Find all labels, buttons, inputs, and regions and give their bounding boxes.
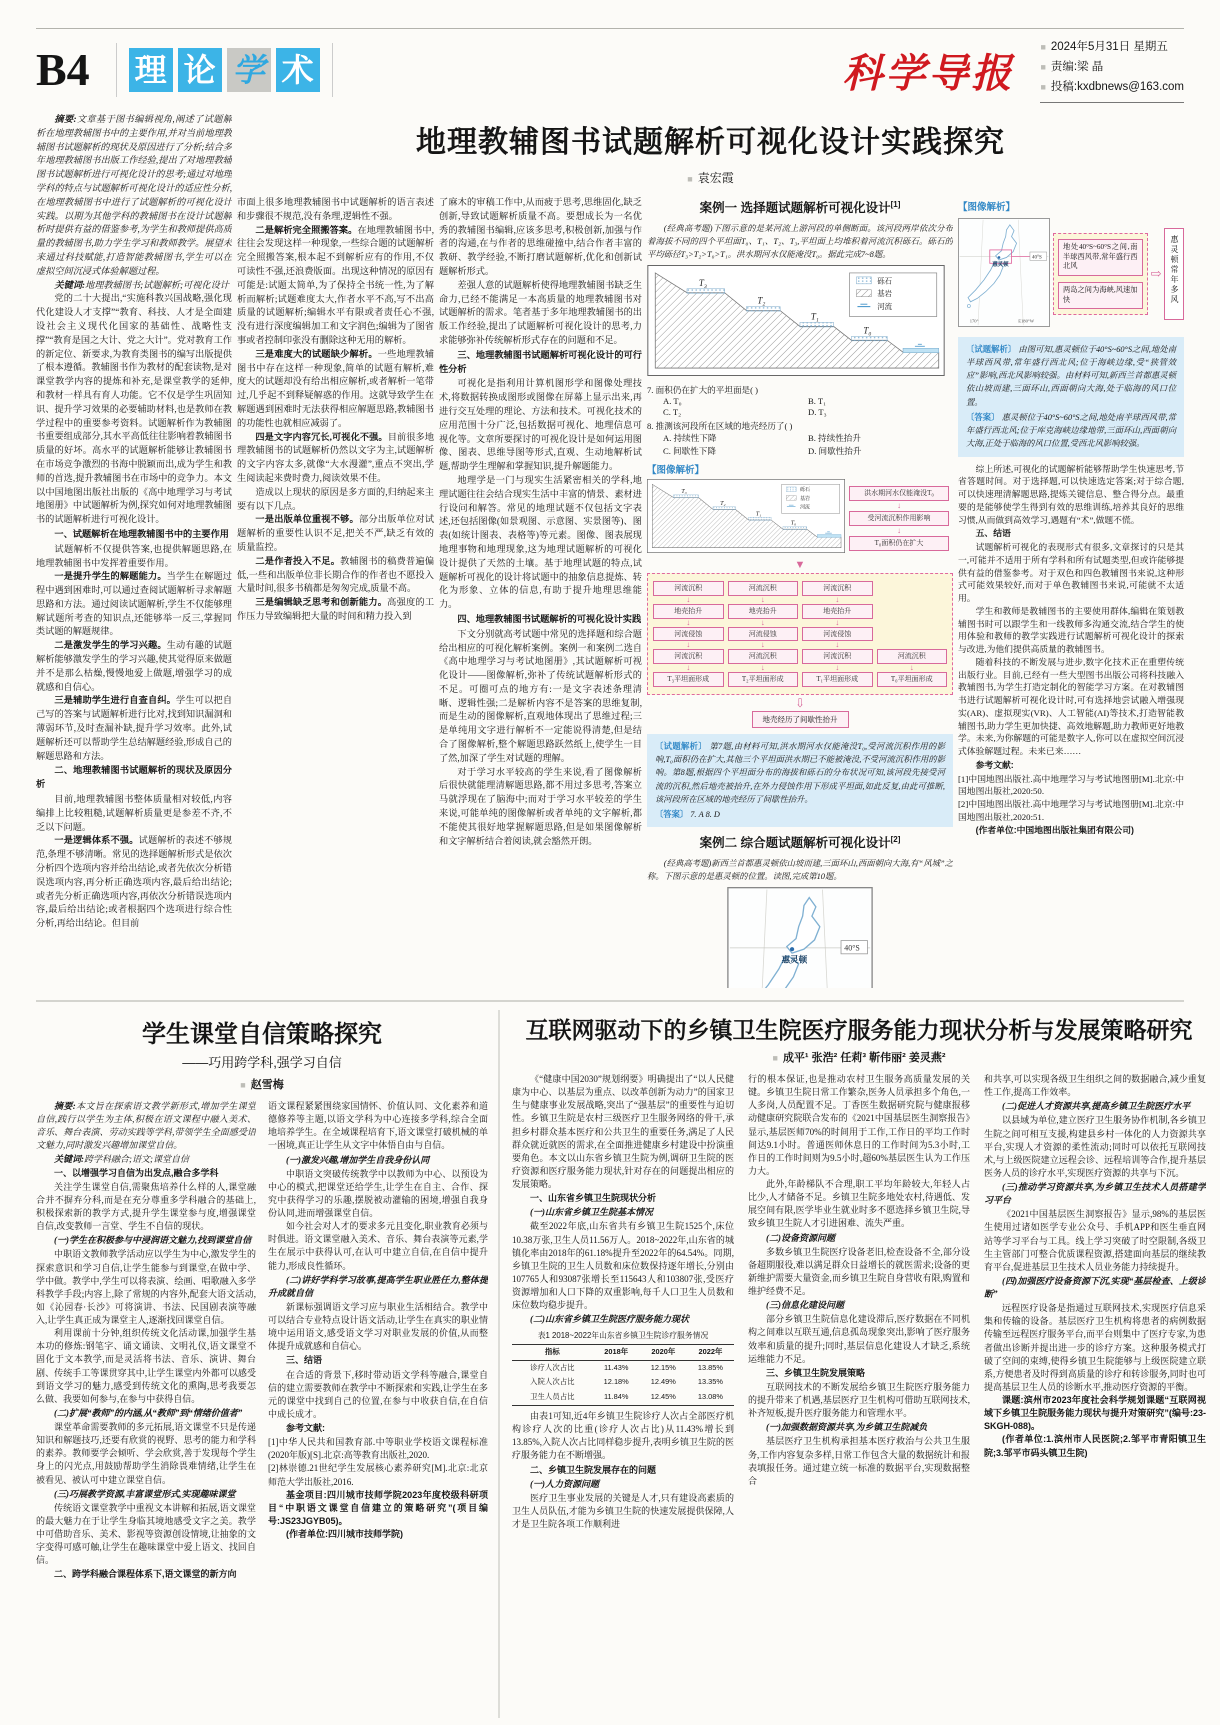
svg-text:T₂: T₂ (757, 295, 766, 306)
paragraph: 学生和教师是教辅图书的主要使用群体,编辑在策划教辅图书时可以跟学生和一线教师多沟通交流,结合学生的使用体验和教师的教学实践进行试题解析可视化设计的探索与改进,为他们提供高质量的教辅图书。 (958, 605, 1184, 655)
paragraph: 二是作者投入不足。教辅图书的稿费普遍偏低,一些和出版单位非长期合作的作者也不愿投入大量时间,很多书稿都是匆匆完成,质量不高。 (237, 555, 434, 594)
paragraph: 随着科技的不断发展与进步,数字化技术正在重塑传统出版行业。目前,已经有一些大型图书出版公司将科技融入教辅图书,为学生打造定制化的智能学习方案。在对教辅图书进行试题解析可视化设计时,可有选择地尝试融入增强现实(AR)、虚拟现实(VR)、人工智能(AI)等技术,打造智能教辅图书,助力学生更加快捷、高效地解题,助力教师更好地教学。未来,为你解题的可能是数字人,你可以在虚拟空间沉浸式体验解题过程。未来已来…… (958, 656, 1184, 757)
table-row (512, 1375, 734, 1390)
paragraph: 利用课前十分钟,组织传统文化活动课,加强学生基本功的修炼:钢笔字、诵文诵读、文明礼仪,语文课堂不固化于文本教学,而是灵活将书法、音乐、演讲、舞台剧、传统手工等课贯穿其中,让学生课堂内外都可以感受到语文学习的魅力,感受到传统文化的熏陶,思考我要怎么做、我要如何参与,在参与中获得自信。 (36, 1328, 256, 1404)
down-arrow-icon: ↓ (760, 640, 765, 650)
article2-byline: ■ 赵雪梅 (240, 1079, 284, 1091)
paragraph: 互联网技术的不断发展给乡镇卫生院医疗服务能力的提升带来了机遇,基层医疗卫生机构可借助互联网技术,补齐短板,提升医疗服务能力和管理水平。 (748, 1381, 970, 1419)
section-heading: 五、结语 (975, 528, 1011, 539)
main-article-byline: ■ 袁宏霞 (687, 171, 734, 185)
paragraph: 以县域为单位,建立医疗卫生服务协作机制,各乡镇卫生院之间可相互支援,构建县乡村一体化的人力资源共享平台,实现人才资源的柔性流动;同时可以依托互联网技术,与上级医院建立远程会诊、远程培训等合作,提升基层医务人员的诊疗水平,实现医疗资源的共享与下沉。 (984, 1115, 1206, 1178)
paragraph: 可视化是指利用计算机图形学和图像处理技术,将数据转换成图形或图像在屏幕上显示出来,再进行交互处理的理论、方法和技术。可视化技术的应用范围十分广泛,包括数据可视化、地理信息可视化等。文章所要探讨的可视化设计是如何运用图像、图表、思维导图等形式,直观、生动地解析试题,帮助学生理解和掌握知识,提升解题能力。 (439, 378, 642, 472)
paragraph: 差强人意的试题解析使得地理教辅图书缺乏生命力,已经不能满足一本高质量的地理教辅图书对试题解析的需求。笔者基于多年地理教辅图书的出版工作经验,提出了试题解析可视化设计的思考,力求能够弥补传统解析形式存在的问题和不足。 (439, 279, 642, 345)
flow-column (728, 581, 799, 687)
paragraph: 党的二十大提出,“实施科教兴国战略,强化现代化建设人才支撑”“教育、科技、人才是全面建设社会主义现代化国家的基础性、战略性支撑”“教育是国之大计、党之大计”。党对教育工作的新定位、新要求,为教育类图书的编写出版提供了根本遵循。教辅图书作为教材的配套读物,是对课堂教学内容的提炼和补充,是课堂教学的延伸,和教材一样具有育人功能。它不仅是学生巩固知识、提升学习效果的必要辅助材料,也是教师在教学过程中的重要参考资料。试题解析作为教辅图书重要组成部分,其水平高低往往影响着教辅图书质量的好坏。高水平的试题解析能够让教辅图书在市场竞争激烈的书海中脱颖而出,成为学生和教师的首选,提升教辅图书在市场中的竞争力。本文以中国地图出版社出版的《高中地理学习与考试地图册》中试题解析为例,探究如何对地理教辅图书的试题解析进行可视化设计。 (36, 293, 232, 525)
table-header-cell: 2018年 (593, 1344, 640, 1360)
section-logo (129, 48, 320, 92)
case1-question: (经典高考题)下图示意的是某河流上游河段的单侧断面。该河段两岸依次分布着海拔不同的四个平坦面T₀、T₁、T₂、T₃,平坦面上均堆积着河流沉积砾石。砾石的平均砾径T₃>T₂>T₀>T₁。洪水期河水仅能淹没T₀。据此完成7~8题。 (647, 224, 953, 260)
map-annotations: 地处40°S~60°S之间,南半球西风带,常年盛行西北风 两岛之间为海峡,风速加快 (1053, 233, 1148, 316)
section-heading: 三、结语 (286, 1355, 323, 1366)
new-zealand-map (958, 218, 1050, 327)
table-header-cell: 2022年 (687, 1344, 734, 1360)
flow-box: 地壳抬升 (802, 604, 873, 619)
paragraph: (作者单位:1.滨州市人民医院;2.邹平市青阳镇卫生院;3.邹平市码头镇卫生院) (984, 1434, 1206, 1458)
flow-box: 河流沉积 (653, 649, 724, 664)
svg-text:T₁: T₁ (755, 511, 762, 518)
paragraph: 远程医疗设备是指通过互联网技术,实现医疗信息采集和传输的设备。基层医疗卫生机构将患者的病例数据传输至远程医疗服务平台,而平台则集中了医疗专家,为患者做出诊断并提出进一步的诊疗方案。这种服务模式打破了空间的束缚,使得乡镇卫生院能够与上级医院建立联系,方便患者及时得到高质量的诊疗和转诊服务,同时也可提高基层卫生人员的诊断水平,推动医疗资源的平衡。 (984, 1303, 1206, 1392)
svg-text:T₀: T₀ (863, 325, 872, 336)
table-cell: 12.15% (650, 1362, 676, 1372)
flow-box: 河流侵蚀 (653, 627, 724, 642)
table-row (512, 1360, 734, 1375)
section-heading: 二、乡镇卫生院发展存在的问题 (530, 1464, 657, 1475)
main-article-title: 地理教辅图书试题解析可视化设计实践探究 (416, 126, 1005, 159)
table-cell: 诊疗人次占比 (530, 1362, 575, 1372)
header-divider (116, 43, 117, 97)
article3-column-3 (984, 1073, 1206, 1713)
paragraph: 基金项目:四川城市技师学院2023年度校级科研项目“中职语文课堂自信建立的策略研究”(项目编号:JS23JGYB05)。 (268, 1489, 488, 1526)
svg-text:40°S: 40°S (844, 943, 860, 953)
flow-box: 河流沉积 (802, 581, 873, 596)
main-article-column-5-text (958, 463, 1184, 837)
conclusion-vertical-box: 惠灵顿常年多风 (1164, 228, 1184, 320)
case2-analysis-box: 〔试题解析〕 由图可知,惠灵顿位于40°S~60°S之间,地处南半球西风带,常年盛行西北风;位于海峡边缘,受“狭管效应”影响,西北风影响较强。由材料可知,新西兰首都惠灵顿依山坡而建,三面环山,西面朝向大海,处于临海的风口位置。 〔答案〕 惠灵顿位于40°S~60°S之间,地处南半球西风带,常年盛行西北风;位于库克海峡边缘地带,三面环山,西面朝向大海,正处于临海的风口位置,受西北风影响较强。 (958, 337, 1184, 457)
paragraph: 关键词:地理教辅图书;试题解析;可视化设计 (54, 279, 229, 290)
svg-text:T₂: T₂ (720, 500, 726, 507)
main-article-column-2 (237, 196, 434, 988)
paragraph: 试题解析可视化的表现形式有很多,文章探讨的只是其一,可能并不适用于所有学科和所有试题类型,但或许能够提供有益的借鉴参考。对于双色和四色教辅图书来说,这种形式可能效果较好,而对于单色教辅图书来说,可能就不太适用。 (958, 542, 1184, 604)
new-zealand-map-figure (647, 887, 953, 988)
subsection-heading: (四)加强医疗设备资源下沉,实现“基层检查、上级诊断” (984, 1275, 1206, 1299)
article2-column-2 (268, 1100, 488, 1718)
paragraph: 由表1可知,近4年乡镇卫生院诊疗人次占全部医疗机构诊疗人次的比重(诊疗人次占比)从11.43%增长到13.85%,入院人次占比同样稳步提升,表明乡镇卫生院的医疗服务能力在不断增强。 (512, 1411, 734, 1461)
table-caption: 表1 2018~2022年山东省乡镇卫生院诊疗服务情况 (537, 1331, 709, 1341)
paragraph: 一是提升学生的解题能力。当学生在解题过程中遇到困难时,可以通过查阅试题解析寻求解题思路和方法。通过阅读试题解析,学生不仅能够理解试题所考查的知识点,还能够举一反三,掌握同类试题的解题规律。 (36, 571, 232, 637)
down-arrow-icon: ▼ (794, 559, 806, 572)
paragraph: [1]中国地图出版社.高中地理学习与考试地图册[M].北京:中国地图出版社,2020:50. (958, 773, 1184, 797)
header-divider (332, 43, 333, 97)
flow-column (653, 581, 724, 687)
svg-text:惠灵顿: 惠灵顿 (781, 954, 808, 965)
paragraph: 了麻木的审稿工作中,从而疲于思考,思维固化,缺乏创新,导致试题解析质量不高。要想成长为一名优秀的教辅图书编辑,应该多思考,积极创新,加强与作者的沟通,在与作者的思维碰撞中,结合作者丰富的教研、教学经验,不断打磨试题解析,优化和创新试题解析形式。 (439, 197, 642, 276)
svg-text:T₁: T₁ (810, 311, 819, 322)
hollow-arrow-icon: ⇩ (794, 695, 806, 710)
paragraph: [2]林崇德.21世纪学生发展核心素养研究[M].北京:北京师范大学出版社,2016. (268, 1463, 488, 1487)
down-arrow-icon: ↓ (760, 663, 765, 673)
section-heading: 三、地理教辅图书试题解析可视化设计的可行性分析 (439, 349, 642, 374)
terrace-diagram (647, 265, 945, 376)
paragraph: 行的根本保证,也是推动农村卫生服务高质量发展的关键。乡镇卫生院日常工作繁杂,医务人员承担多个角色,一人多岗,人员配置不足。丁香医生数据研究院与健康报移动健康研究院联合发布的《2021中国基层医生洞察报告》显示,基层医师70%的时间用于工作,工作日的平均工作时间达9.1小时。普通医师休息日的工作时间为5.3小时,工作日的工作时间则为9.5小时,超60%基层医生认为工作压力大。 (748, 1074, 970, 1176)
down-arrow-icon: ↓ (835, 617, 840, 627)
paragraph: 《2021中国基层医生洞察报告》显示,98%的基层医生使用过诸如医学专业公众号、手机APP和医生垂直网站等学习平台与工具。线上学习突破了时空限制,各级卫生主管部门可整合优质课程资源,搭建面向基层的继续教育平台,促进基层卫生技术人员业务能力持续提升。 (984, 1209, 1206, 1272)
paragraph: [2]中国地图出版社.高中地理学习与考试地图册[M].北京:中国地图出版社,2020:51. (958, 799, 1184, 822)
logo-char-4: 术 (276, 48, 320, 92)
annotation-box: 洪水期河水仅能淹没T₀ (849, 486, 949, 501)
paragraph: 此外,年龄梯队不合理,职工平均年龄较大,年轻人占比少,人才储备不足。乡镇卫生院多地处农村,待遇低、发展空间有限,医学毕业生就业时多不愿选择乡镇卫生院,导致乡镇卫生院人才引进困难、流失严重。 (748, 1179, 970, 1229)
paragraph: 试题解析不仅提供答案,也提供解题思路,在地理教辅图书中发挥着重要作用。 (36, 543, 232, 568)
terrace-cross-section-figure (647, 265, 953, 381)
subsection-heading: (三)推动学习资源共享,为乡镇卫生技术人员搭建学习平台 (984, 1182, 1206, 1206)
svg-text:砾石: 砾石 (877, 276, 893, 286)
paragraph: 如今社会对人才的要求多元且变化,职业教育必须与时俱进。语文课堂融入美术、音乐、舞台表演等元素,学生在展示中获得认可,在认可中建立自信,在自信中提升能力,形成良性循环。 (268, 1221, 488, 1271)
article2-title: 学生课堂自信策略探究 (142, 1021, 382, 1048)
classroom-confidence-article (36, 1010, 498, 1718)
flow-box: T₃平坦面形成 (653, 672, 724, 687)
flow-box: T₁平坦面形成 (802, 672, 873, 687)
right-arrow-icon: ⇨ (1150, 265, 1162, 281)
section-heading: 四、地理教辅图书试题解析的可视化设计实践 (457, 613, 642, 624)
table-cell: 入院人次占比 (530, 1377, 575, 1387)
paragraph: 一是逻辑体系不强。试题解析的表述不够规范,条理不够清晰。常见的选择题解析形式是依次分析四个选项内容并给出结论,或者先依次分析错误选项内容,再分析正确选项内容,最后给出结论;或者先分析正确选项内容,再依次分析错误选项内容,最后给出结论;或者根据四个选项进行综合性分析,再给出结论。但目前 (36, 835, 232, 929)
table-cell: 12.49% (650, 1377, 676, 1387)
newspaper-masthead: 科学导报 (842, 50, 1015, 96)
case1-title: 案例一 选择题试题解析可视化设计[1] (699, 199, 901, 215)
image-analysis-label: 【图像解析】 (958, 202, 1016, 213)
main-article-column-3 (439, 196, 642, 988)
section-heading: 参考文献: (286, 1423, 325, 1433)
svg-text:T₃: T₃ (681, 488, 687, 495)
flow-box: T₀平坦面形成 (877, 672, 948, 687)
paragraph: 关注学生课堂自信,需聚焦培养什么样的人,课堂融合并不摒弃分科,而是在充分尊重多学科融合的基础上,积极探索新的教学方式,提升学生课堂参与度,增强课堂自信,改变教师一言堂、学生不自信的现状。 (36, 1181, 256, 1232)
top-rule (36, 28, 1184, 29)
article3-column-1 (512, 1073, 734, 1713)
image-analysis-label: 【图像解析】 (647, 465, 705, 477)
paragraph: 摘要:本文旨在探索语文教学新形式,增加学生课堂自信,践行以学生为主体,积极在语文课程中融入美术、音乐、舞台表演、劳动实践等学科,带领学生全面感受语文魅力,同时激发兴趣增加课堂自信。 (36, 1101, 256, 1151)
section-heading: 一、以增强学习自信为出发点,融合多学科 (54, 1167, 219, 1178)
subsection-heading: (一)山东省乡镇卫生院基本情况 (530, 1207, 653, 1218)
service-statistics-table (512, 1344, 734, 1406)
flow-box: T₂平坦面形成 (728, 672, 799, 687)
flow-box: 河流沉积 (728, 581, 799, 596)
section-heading: 参考文献: (975, 759, 1014, 770)
paragraph: 二是解析完全照搬答案。在地理教辅图书中,往往会发现这样一种现象,一些综合题的试题解析完全照搬答案,根本起不到解析应有的作用,不仅可读性不强,还浪费版面。出现这种情况的原因有可能是:试题太简单,为了保持全书统一性,为了解析而解析;试题难度太大,作者水平不高,写不出高质量的试题解析;编辑水平有限或者责任心不强,没有进行深度编辑加工和文字润色;编辑为了图省事或者控制印张没有删除这种无用的解析。 (237, 224, 434, 345)
main-article (36, 113, 1184, 988)
paragraph: 关键词:跨学科融合;语文;课堂自信 (54, 1153, 189, 1164)
paragraph: 对于学习水平较高的学生来说,看了图像解析后很快就能理清解题思路,都不用过多思考,答案立马就浮现在了脑海中;而对于学习水平较差的学生来说,可能单纯的图像解析或者单纯的文字解析,都不能使其很好地掌握解题思路,但是如果图像解析和文字解析结合着阅读,就会豁然开朗。 (439, 766, 642, 846)
down-arrow-icon: ↓ (686, 617, 691, 627)
main-article-column-5 (958, 196, 1184, 988)
table-cell: 13.85% (697, 1362, 723, 1372)
subsection-heading: (三)巧展教学资源,丰富课堂形式,实现趣味课堂 (54, 1488, 236, 1499)
header-info (1040, 37, 1184, 103)
svg-text:基岩: 基岩 (877, 289, 893, 299)
case1-analysis-box: 〔试题解析〕 第7题,由材料可知,洪水期河水仅能淹没T₀,受河流沉积作用的影响,T₀面积仍在扩大,其他三个平坦面洪水期已不能被淹没,不受河流沉积作用的影响。第8题,根据四个平坦面分布的海拔和砾石的分布状况可知,该河段先接受河流的沉积,然后地壳被抬升,在外力侵蚀作用下形成平坦面,如此反复,由此可推断,该河段所在区域的地壳经历了间歇性抬升。 〔答案〕 7. A 8. D (647, 734, 953, 828)
wellington-analysis-figure (958, 218, 1184, 331)
paragraph: 目前,地理教辅图书整体质量相对较低,内容编排上比较粗糙,试题解析质量更是参差不齐,不乏以下问题。 (36, 794, 232, 832)
flow-box: 河流沉积 (877, 649, 948, 664)
down-arrow-icon: ↓ (760, 594, 765, 604)
main-article-column-1 (36, 113, 232, 965)
paragraph: 在合适的背景下,移时带动语文学科等融合,课堂自信的建立需要教师在教学中不断探索和实践,让学生在多元的课堂中找到自己的位置,在参与中收获自信,在自信中成长成才。 (268, 1369, 488, 1419)
section-heading: 二、跨学科融合课程体系下,语文课堂的新方向 (54, 1569, 237, 1580)
subsection-heading: (三)信息化建设问题 (766, 1300, 844, 1311)
bullet-icon: ■ (240, 1080, 246, 1090)
paragraph: 二是激发学生的学习兴趣。生动有趣的试题解析能够激发学生的学习兴趣,使其觉得原来做题并不是那么枯燥,慢慢地爱上做题,增强学习的成就感和自信心。 (36, 640, 232, 692)
case2-title: 案例二 综合题试题解析可视化设计[2] (699, 835, 901, 851)
paragraph: 新课标强调语文学习应与职业生活相结合。教学中可以结合专业特点设计语文活动,让学生在真实的职业情境中运用语文,感受语文学习对职业发展的价值,从而整体提升成就感和自信心。 (268, 1301, 488, 1352)
flow-box: 河流侵蚀 (802, 627, 873, 642)
article3-column-2 (748, 1073, 970, 1713)
article2-subtitle: ——巧用跨学科,强学习自信 (182, 1055, 342, 1070)
down-arrow-icon: ↓ (897, 525, 901, 535)
subsection-heading: (二)设备资源问题 (766, 1232, 835, 1243)
annotation-box: 受河流沉积作用影响 (849, 511, 949, 526)
table-cell: 11.84% (603, 1392, 629, 1402)
logo-char-1: 理 (129, 48, 173, 92)
paragraph: 多数乡镇卫生院医疗设备老旧,检查设备不全,部分设备超期服役,难以满足群众日益增长的就医需求;设备的更新维护需要大量资金,而乡镇卫生院自身营收有限,购置和维护经费不足。 (748, 1246, 970, 1296)
table-cell: 11.43% (603, 1362, 629, 1372)
section-heading: 二、地理教辅图书试题解析的现状及原因分析 (36, 765, 232, 790)
bullet-icon: ■ (772, 1053, 778, 1063)
svg-text:基岩: 基岩 (800, 496, 810, 502)
svg-text:E180°W: E180°W (1018, 318, 1035, 324)
svg-text:河流: 河流 (800, 505, 810, 511)
svg-text:惠灵顿: 惠灵顿 (992, 261, 1009, 268)
down-arrow-icon: ↓ (760, 617, 765, 627)
annotation-box: T₀面积仍在扩大 (849, 536, 949, 551)
down-arrow-icon: ↓ (686, 640, 691, 650)
down-arrow-icon: ↓ (835, 594, 840, 604)
paragraph: 部分乡镇卫生院信息化建设滞后,医疗数据在不同机构之间难以互联互通,信息孤岛现象突出,影响了医疗服务效率和质量的提升;同时,基层信息化建设人才缺乏,系统运维能力不足。 (748, 1314, 970, 1364)
down-arrow-icon: ↓ (909, 663, 914, 673)
flow-box: 地壳抬升 (653, 604, 724, 619)
flowchart-conclusion: ⇩ 地壳经历了间歇性抬升 (647, 697, 953, 728)
paragraph: 造成以上现状的原因是多方面的,归纳起来主要有以下几点。 (237, 486, 434, 511)
submission-email: ■ 投稿:kxdbnews@163.com (1040, 81, 1184, 94)
terrace-annotated-figure (647, 479, 845, 558)
paragraph: 四是文字内容冗长,可视化不强。目前很多地理教辅图书的试题解析仍然以文字为主,试题解析的文字内容太多,就像“大水漫灌”,重点不突出,学生阅读起来费时费力,阅读效果不佳。 (237, 431, 434, 483)
paragraph: 地理学是一门与现实生活紧密相关的学科,地理试题往往会结合现实生活中丰富的情景、素材进行设问和解答。常见的地理试题不仅包括文字表述,还包括图像(如景观图、示意图、实景图等)、图表(如统计图表、表格等)等元素。图像、图表展现地理事物和地理现象,这为地理试题解析的可视化设计提供了天然的土壤。基于地理试题的特点,试题解析可视化的设计将试题中的抽象信息提炼、转化为形象、立体的信息,有助于提升地理思维能力。 (439, 474, 642, 610)
paragraph: 下文分别就高考试题中常见的选择题和综合题给出相应的可视化解析案例。案例一和案例二选自《高中地理学习与考试地图册》,其试题解析可视化设计——图像解析,弥补了传统试题解析形式的不足。可圈可点的地方有:一是文字表述条理清晰、逻辑性强;二是解析内容不是答案的思维复制,而是生动的图像解析,直观地体现出了思维过程;三是单纯用文字进行解析不一定能说得清楚,但是结合了图像解析,整个解题思路跃然纸上,使学生一目了然,加深了学生对试题的理解。 (439, 628, 642, 763)
paragraph: 综上所述,可视化的试题解析能够帮助学生快速思考,节省答题时间。对于选择题,可以快速选定答案;对于综合题,可以快速理清解题思路,提炼关键信息、整合得分点。最重要的是能够使学生得到有效的思维训练,培养其良好的思维习惯,从而做到高效学习,遇题有“术”,做题不慌。 (958, 463, 1184, 525)
township-hospital-article (498, 1010, 1206, 1718)
table-cell: 12.45% (650, 1392, 676, 1402)
paragraph: 市面上很多地理教辅图书中试题解析的语言表述和步骤很不规范,没有条理,逻辑性不强。 (237, 197, 434, 221)
subsection-heading: (二)讲好学科学习故事,提高学生职业胜任力,整体提升成就自信 (268, 1274, 488, 1298)
section-heading: 三、乡镇卫生院发展策略 (766, 1367, 866, 1378)
subsection-heading: (一)激发兴趣,增加学生自我身份认同 (286, 1154, 430, 1165)
question-8-options: A. 持续性下降 B. 持续性抬升 C. 间歇性下降 D. 间歇性抬升 (663, 433, 862, 457)
table-header-cell: 指标 (512, 1344, 593, 1360)
table-header-cell: 2020年 (640, 1344, 687, 1360)
paragraph: 中职语文突破传统教学中以教师为中心、以预设为中心的模式,把课堂还给学生,让学生在自主、合作、探究中获得学习的乐趣,摆脱被动灌输的困境,增强自我身份认同,进而增强课堂自信。 (268, 1168, 488, 1218)
svg-text:砾石: 砾石 (800, 488, 810, 494)
case-study-sidebar (647, 196, 953, 988)
paragraph: 中职语文教师教学活动应以学生为中心,激发学生的探索意识和学习自信,让学生能参与到课堂,在做中学、学中做。教学中,学生可以将表演、绘画、唱歌融入多学科教学手段;内容上,除了常规的内容外,配套大语文活动,如《沁园春·长沙》可将演讲、书法、民国剧表演等融入,让学生真正成为课堂主人,逐渐找回课堂自信。 (36, 1249, 256, 1325)
section-heading: 一、试题解析在地理教辅图书中的主要作用 (54, 528, 229, 539)
logo-char-3: 学 (227, 48, 271, 92)
case2-question: (经典高考题)新西兰首都惠灵顿依山坡而建,三面环山,西面朝向大海,有“风城”之称。下图示意的是惠灵顿的位置。读图,完成第10题。 (647, 859, 953, 882)
new-zealand-map (727, 887, 873, 988)
question-8: 8. 推测该河段所在区域的地壳经历了( ) (647, 421, 793, 432)
table-cell: 13.08% (697, 1392, 723, 1402)
page-header (36, 37, 1184, 103)
down-arrow-icon: ↓ (897, 501, 901, 511)
subsection-heading: (二)促进人才资源共享,提高乡镇卫生院医疗水平 (1002, 1101, 1191, 1112)
annotation-chain (849, 486, 949, 550)
flow-box: 河流沉积 (728, 649, 799, 664)
section-heading: 一、山东省乡镇卫生院现状分析 (530, 1193, 657, 1204)
terrace-flowchart (647, 573, 953, 695)
paragraph: (作者单位:中国地图出版社集团有限公司) (975, 824, 1134, 835)
flow-box: 河流沉积 (653, 581, 724, 596)
bullet-icon: ■ (1040, 61, 1046, 72)
flow-box: 河流侵蚀 (728, 627, 799, 642)
paragraph: (作者单位:四川城市技师学院) (286, 1529, 403, 1539)
svg-text:T₃: T₃ (698, 277, 707, 288)
flow-column (877, 649, 948, 687)
paragraph: 三是编辑缺乏思考和创新能力。高强度的工作压力导致编辑把大量的时间和精力投入到 (237, 597, 434, 621)
paragraph: 医疗卫生事业发展的关键是人才,只有建设高素质的卫生人员队伍,才能为乡镇卫生院的快速发展提供保障,人才是卫生院各项工作顺利进 (512, 1492, 734, 1529)
paragraph: 和共享,可以实现各级卫生组织之间的数据融合,减少重复性工作,提高工作效率。 (984, 1074, 1206, 1098)
table-cell: 13.35% (697, 1377, 723, 1387)
paragraph: 三是难度大的试题缺少解析。一些地理教辅图书中存在这样一种现象,简单的试题有解析,难度大的试题却没有给出相应解析,或者解析一笔带过,几乎起不到释疑解惑的作用。这就导致学生在解题遇到困难时无法获得相应解题思路,教辅图书的功能性也就相应减弱了。 (237, 348, 434, 428)
question-7: 7. 面积仍在扩大的平坦面是( ) (647, 385, 758, 396)
section-divider (36, 1000, 1184, 1002)
paragraph: 传统语文课堂教学中重视文本讲解和拓展,语文课堂的最大魅力在于让学生身临其境地感受文字之美。教学中可借助音乐、美术、影视等资源创设情境,让抽象的文字变得可感可触,让学生在趣味课堂中爱上语文、找回自信。 (36, 1502, 256, 1566)
paragraph: [1]中华人民共和国教育部.中等职业学校语文课程标准(2020年版)[S].北京:高等教育出版社,2020. (268, 1437, 488, 1461)
down-arrow-icon: ↓ (835, 640, 840, 650)
subsection-heading: (二)扩展“教师”的内涵,从“教师”到“情绪价值者” (54, 1407, 243, 1418)
publication-date: ■ 2024年5月31日 星期五 (1040, 40, 1168, 53)
logo-char-2: 论 (178, 48, 222, 92)
flow-box: 河流沉积 (802, 649, 873, 664)
paragraph: 课堂革命需要教师的多元拓展,语文课堂不只是传递知识和解题技巧,还要有欣赏的视野、思考的能力和学科的素养。教师要学会倾听、学会欣赏,善于发现每个学生身上的闪光点,用鼓励帮助学生消除畏难情绪,让学生在被看见、被认可中建立课堂自信。 (36, 1422, 256, 1485)
paragraph: 《“健康中国2030”规划纲要》明确提出了“以人民健康为中心、以基层为重点、以改革创新为动力”的国家卫生与健康事业发展战略,突出了“强基层”的重要性与迫切性。乡镇卫生院是农村三级医疗卫生服务网络的骨干,承担乡村群众基本医疗和公共卫生的重要任务,满足了人民群众就近就医的需求,在全面推进健康乡村建设中扮演重要角色。本文以山东省乡镇卫生院为例,调研卫生院的医疗资源和医疗服务能力现状,针对存在的问题提出相应的发展策略。 (512, 1074, 734, 1189)
subsection-heading: (一)学生在积极参与中浸润语文魅力,找到课堂自信 (54, 1235, 252, 1246)
svg-text:40°S: 40°S (1032, 255, 1042, 261)
subsection-heading: (一)人力资源问题 (530, 1478, 599, 1489)
new-zealand-map-small (958, 218, 1050, 331)
paragraph: 语文课程紧紧围绕家国情怀、价值认同、文化素养和道德修养等主题,以语文学科为中心连接多学科,综合全面地培养学生。在全域课程培育下,语文课堂打破机械的单一困境,真正让学生从文字中体悟自由与自信。 (268, 1101, 488, 1151)
flow-box: 地壳抬升 (728, 604, 799, 619)
page-number: B4 (36, 44, 90, 95)
flow-column (802, 581, 873, 687)
svg-text:170°: 170° (969, 318, 979, 324)
down-arrow-icon: ↓ (686, 663, 691, 673)
paragraph: 课题:滨州市2023年度社会科学规划课题“互联网视域下乡镇卫生院服务能力现状与提升对策研究”(编号:23-SKGH-088)。 (984, 1395, 1206, 1432)
article3-byline: ■ 成平¹ 张浩² 任莉³ 靳伟丽² 姜灵燕² (772, 1052, 946, 1064)
editor-credit: ■ 责编:梁 晶 (1040, 60, 1104, 73)
bullet-icon: ■ (687, 174, 693, 184)
article3-title: 互联网驱动下的乡镇卫生院医疗服务能力现状分析与发展策略研究 (525, 1017, 1193, 1043)
question-7-options: A. T₀ B. T₁ C. T₂ D. T₃ (663, 396, 827, 418)
table-cell: 12.18% (603, 1377, 629, 1387)
svg-text:河流: 河流 (877, 302, 893, 312)
paragraph: 一是出版单位重视不够。部分出版单位对试题解析的重要性认识不足,把关不严,缺乏有效的质量监控。 (237, 514, 434, 552)
paragraph: 截至2022年底,山东省共有乡镇卫生院1525个,床位10.38万张,卫生人员11.56万人。2018~2022年,山东省的城镇化率由2018年的61.18%提升至2022年的64.54%。同期,乡镇卫生院的卫生人员数和床位数保持逐年增长,分别由107765人和93087张增长至115643人和103807张,受医疗资源增加和人口下降的双重影响,每千人口卫生人员数和床位数均稳步提升。 (512, 1221, 734, 1311)
table-row (512, 1390, 734, 1405)
down-arrow-icon: ↓ (686, 594, 691, 604)
svg-text:T₀: T₀ (790, 520, 797, 527)
subsection-heading: (二)山东省乡镇卫生院医疗服务能力现状 (530, 1314, 689, 1325)
down-arrow-icon: ↓ (835, 663, 840, 673)
paragraph: 三是辅助学生进行自查自纠。学生可以把自己写的答案与试题解析进行比对,找到知识漏洞和薄弱环节,及时查漏补缺,提升学习效率。此外,试题解析还可以帮助学生总结解题经验,形成自己的解题思路和方法。 (36, 695, 232, 761)
paragraph: 摘要:文章基于图书编辑视角,阐述了试题解析在地理教辅图书中的主要作用,并对当前地理教辅图书试题解析的现状及原因进行了分析;结合多年地理教辅图书出版工作经验,提出了对地理教辅图书试题解析进行可视化设计的思考;通过对地理学科的特点与试题解析可视化设计的适应性分析,在地理教辅图书中进行了试题解析的可视化设计实践。以期为其他学科的教辅图书在设计试题解析时提供有益的借鉴参考,为学生和教师提供高质量的教辅图书,助力学生学习和教师教学。展望未来通过科技赋能,打造智能教辅图书,学生可以在虚拟空间沉浸式体验解题过程。 (36, 114, 232, 276)
paragraph: 基层医疗卫生机构承担基本医疗救治与公共卫生服务,工作内容复杂多样,日常工作包含大量的数据统计和报表填报任务。通过建立统一标准的数据平台,实现数据整合 (748, 1436, 970, 1486)
table-cell: 卫生人员占比 (530, 1392, 575, 1402)
bullet-icon: ■ (1040, 41, 1046, 52)
terrace-diagram (647, 479, 845, 553)
bullet-icon: ■ (1040, 82, 1046, 93)
subsection-heading: (一)加强数据资源共享,为乡镇卫生院减负 (766, 1422, 928, 1433)
article2-column-1 (36, 1100, 256, 1718)
